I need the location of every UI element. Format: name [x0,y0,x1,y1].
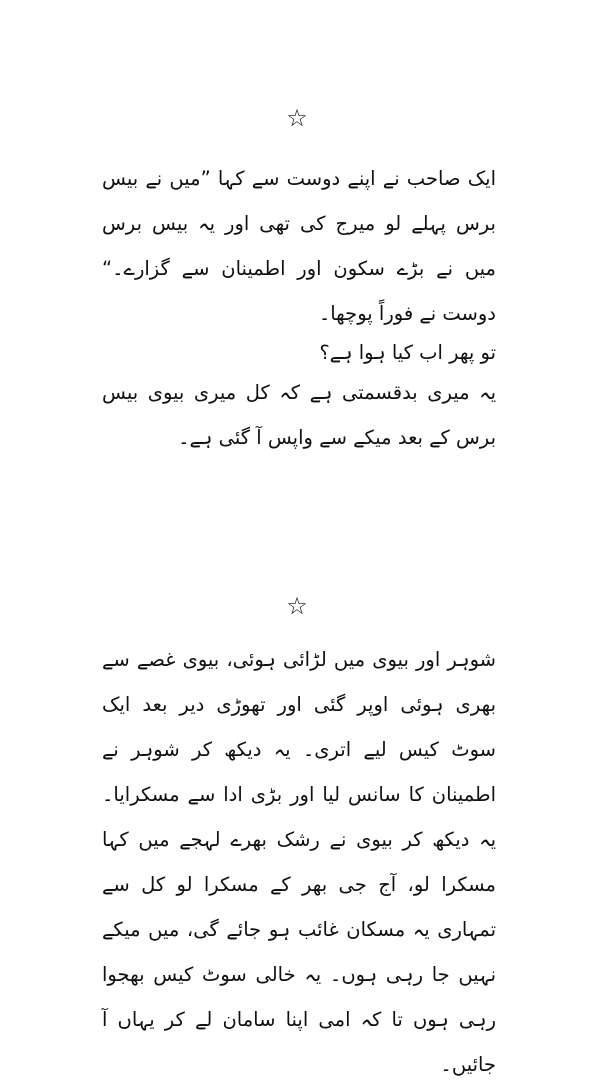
joke-1 [102,156,496,460]
joke-2-paragraph-1: شوہر اور بیوی میں لڑائی ہوئی، بیوی غصے سے بھری ہوئی اوپر گئی اور تھوڑی دیر بعد ایک سوٹ کیس لیے اتری۔ یہ دیکھ کر شوہر نے اطمینان کا سانس لیا اور بڑی ادا سے مسکرایا۔ یہ دیکھ کر بیوی نے رشک بھرے لہجے میں کہا مسکرا لو، آج جی بھر کے مسکرا لو کل سے تمہاری یہ مسکان غائب ہو جائے گی، میں میکے نہیں جا رہی ہوں۔ یہ خالی سوٹ کیس بھجوا رہی ہوں تا کہ امی اپنا سامان لے کر یہاں آ جائیں۔ [102,648,496,1076]
star-icon: ☆ [286,592,308,620]
star-icon: ☆ [286,104,308,132]
joke-1-paragraph-2: تو پھر اب کیا ہوا ہے؟ [319,341,496,364]
joke-1-paragraph-1: ایک صاحب نے اپنے دوست سے کہا ”میں نے بیس برس پہلے لو میرج کی تھی اور یہ بیس برس میں نے بڑے سکون اور اطمینان سے گزارے۔“ دوست نے فوراً پوچھا۔ [102,167,496,325]
joke-1-paragraph-3: یہ میری بدقسمتی ہے کہ کل میری بیوی بیس برس کے بعد میکے سے واپس آ گئی ہے۔ [102,381,496,449]
joke-2 [102,637,496,1087]
